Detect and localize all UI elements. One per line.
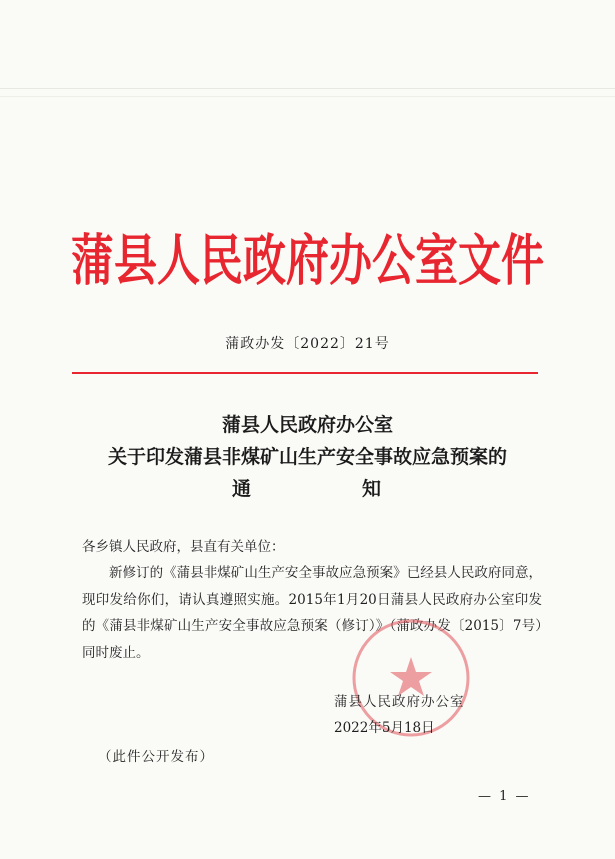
notice-heading-line-2: 关于印发蒲县非煤矿山生产安全事故应急预案的 <box>107 446 507 468</box>
notice-heading-line-1: 蒲县人民政府办公室 <box>221 414 393 436</box>
issuing-office: 蒲县人民政府办公室 <box>334 694 465 710</box>
notice-heading-char: 通 <box>232 478 254 500</box>
body-paragraph: 新修订的《蒲县非煤矿山生产安全事故应急预案》已经县人民政府同意，现印发给你们，请认真遵照实施。2015年1月20日蒲县人民政府办公室印发的《蒲县非煤矿山生产安全事故应急预案（修订）》（蒲政办发〔2015〕7号）同时废止。 <box>82 565 542 661</box>
notice-heading-char: 知 <box>362 478 384 500</box>
scan-fold-line <box>0 88 615 89</box>
publication-note: （此件公开发布） <box>98 749 214 765</box>
page-number: — 1 — <box>478 789 531 804</box>
issue-date: 2022年5月18日 <box>334 720 435 736</box>
header-divider <box>72 372 538 374</box>
scan-fold-line <box>0 96 615 97</box>
addressee: 各乡镇人民政府，县直有关单位： <box>82 539 285 555</box>
document-number: 蒲政办发〔2022〕21号 <box>225 336 390 352</box>
document-header-title: 蒲县人民政府办公室文件 <box>71 229 544 294</box>
